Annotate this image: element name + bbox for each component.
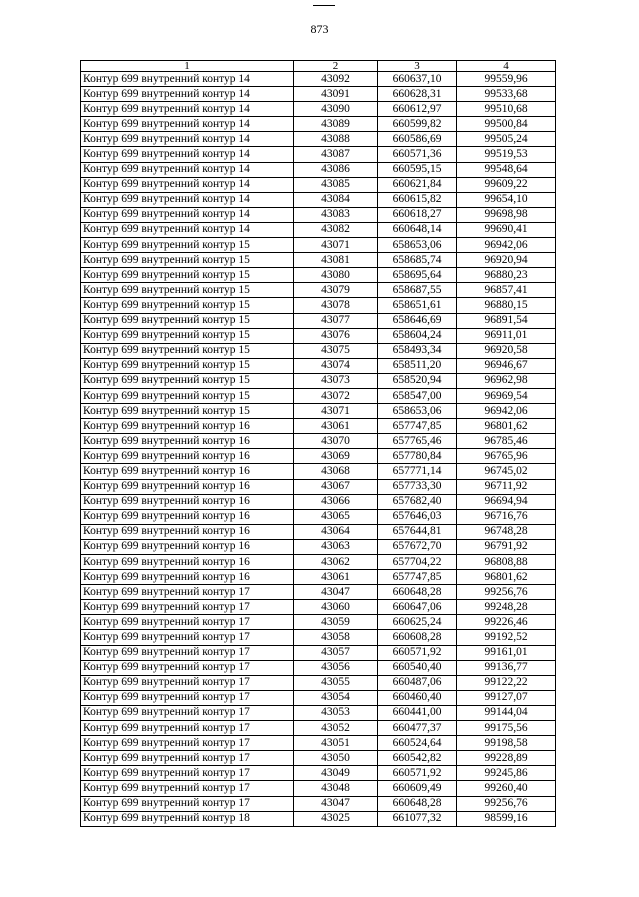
table-row (81, 102, 556, 117)
x-coordinate-cell: 657780,84 (378, 449, 457, 464)
table-row (81, 509, 556, 524)
y-coordinate-cell: 99256,76 (457, 585, 556, 600)
contour-name-cell: Контур 699 внутренний контур 15 (81, 268, 294, 283)
table-row (81, 570, 556, 585)
contour-name-cell: Контур 699 внутренний контур 16 (81, 434, 294, 449)
contour-name-cell: Контур 699 внутренний контур 15 (81, 328, 294, 343)
table-row (81, 585, 556, 600)
y-coordinate-cell: 99609,22 (457, 177, 556, 192)
x-coordinate-cell: 657646,03 (378, 509, 457, 524)
y-coordinate-cell: 96962,98 (457, 373, 556, 388)
point-number-cell: 43066 (294, 494, 378, 509)
x-coordinate-cell: 661077,32 (378, 811, 457, 826)
table-row (81, 222, 556, 237)
table-row (81, 781, 556, 796)
x-coordinate-cell: 660599,82 (378, 117, 457, 132)
contour-name-cell: Контур 699 внутренний контур 17 (81, 600, 294, 615)
contour-name-cell: Контур 699 внутренний контур 16 (81, 555, 294, 570)
point-number-cell: 43089 (294, 117, 378, 132)
point-number-cell: 43052 (294, 721, 378, 736)
x-coordinate-cell: 658653,06 (378, 238, 457, 253)
table-row (81, 373, 556, 388)
point-number-cell: 43083 (294, 207, 378, 222)
table-row (81, 298, 556, 313)
x-coordinate-cell: 660571,92 (378, 645, 457, 660)
y-coordinate-cell: 96808,88 (457, 555, 556, 570)
table-row (81, 464, 556, 479)
table-row (81, 796, 556, 811)
point-number-cell: 43084 (294, 192, 378, 207)
y-coordinate-cell: 96716,76 (457, 509, 556, 524)
table-row (81, 132, 556, 147)
y-coordinate-cell: 99260,40 (457, 781, 556, 796)
contour-name-cell: Контур 699 внутренний контур 15 (81, 404, 294, 419)
contour-name-cell: Контур 699 внутренний контур 16 (81, 419, 294, 434)
y-coordinate-cell: 96857,41 (457, 283, 556, 298)
y-coordinate-cell: 99144,04 (457, 705, 556, 720)
x-coordinate-cell: 660571,36 (378, 147, 457, 162)
point-number-cell: 43074 (294, 358, 378, 373)
table-body (81, 72, 556, 827)
table-row (81, 192, 556, 207)
contour-name-cell: Контур 699 внутренний контур 17 (81, 705, 294, 720)
y-coordinate-cell: 96711,92 (457, 479, 556, 494)
x-coordinate-cell: 660524,64 (378, 736, 457, 751)
x-coordinate-cell: 660615,82 (378, 192, 457, 207)
x-coordinate-cell: 660621,84 (378, 177, 457, 192)
contour-name-cell: Контур 699 внутренний контур 17 (81, 766, 294, 781)
table-row (81, 690, 556, 705)
y-coordinate-cell: 99192,52 (457, 630, 556, 645)
y-coordinate-cell: 96891,54 (457, 313, 556, 328)
x-coordinate-cell: 657765,46 (378, 434, 457, 449)
table-row (81, 615, 556, 630)
contour-name-cell: Контур 699 внутренний контур 16 (81, 570, 294, 585)
point-number-cell: 43086 (294, 162, 378, 177)
contour-name-cell: Контур 699 внутренний контур 17 (81, 721, 294, 736)
y-coordinate-cell: 96946,67 (457, 358, 556, 373)
table-row (81, 268, 556, 283)
point-number-cell: 43071 (294, 238, 378, 253)
y-coordinate-cell: 99510,68 (457, 102, 556, 117)
point-number-cell: 43049 (294, 766, 378, 781)
point-number-cell: 43062 (294, 555, 378, 570)
table-row (81, 87, 556, 102)
contour-name-cell: Контур 699 внутренний контур 17 (81, 736, 294, 751)
table-row (81, 675, 556, 690)
x-coordinate-cell: 660586,69 (378, 132, 457, 147)
point-number-cell: 43060 (294, 600, 378, 615)
point-number-cell: 43025 (294, 811, 378, 826)
y-coordinate-cell: 99654,10 (457, 192, 556, 207)
x-coordinate-cell: 658547,00 (378, 388, 457, 403)
contour-name-cell: Контур 699 внутренний контур 15 (81, 283, 294, 298)
y-coordinate-cell: 96920,58 (457, 343, 556, 358)
contour-name-cell: Контур 699 внутренний контур 16 (81, 464, 294, 479)
point-number-cell: 43057 (294, 645, 378, 660)
contour-name-cell: Контур 699 внутренний контур 14 (81, 132, 294, 147)
contour-name-cell: Контур 699 внутренний контур 17 (81, 615, 294, 630)
contour-name-cell: Контур 699 внутренний контур 14 (81, 192, 294, 207)
point-number-cell: 43071 (294, 404, 378, 419)
y-coordinate-cell: 96694,94 (457, 494, 556, 509)
point-number-cell: 43085 (294, 177, 378, 192)
x-coordinate-cell: 660487,06 (378, 675, 457, 690)
point-number-cell: 43065 (294, 509, 378, 524)
y-coordinate-cell: 99175,56 (457, 721, 556, 736)
x-coordinate-cell: 657771,14 (378, 464, 457, 479)
contour-name-cell: Контур 699 внутренний контур 17 (81, 796, 294, 811)
point-number-cell: 43063 (294, 539, 378, 554)
table-row (81, 207, 556, 222)
contour-name-cell: Контур 699 внутренний контур 17 (81, 585, 294, 600)
x-coordinate-cell: 660595,15 (378, 162, 457, 177)
contour-name-cell: Контур 699 внутренний контур 17 (81, 690, 294, 705)
point-number-cell: 43061 (294, 570, 378, 585)
x-coordinate-cell: 660637,10 (378, 72, 457, 87)
table-row (81, 72, 556, 87)
contour-name-cell: Контур 699 внутренний контур 15 (81, 358, 294, 373)
y-coordinate-cell: 99256,76 (457, 796, 556, 811)
x-coordinate-cell: 660460,40 (378, 690, 457, 705)
table-row (81, 600, 556, 615)
y-coordinate-cell: 99228,89 (457, 751, 556, 766)
x-coordinate-cell: 660571,92 (378, 766, 457, 781)
y-coordinate-cell: 99248,28 (457, 600, 556, 615)
x-coordinate-cell: 657682,40 (378, 494, 457, 509)
contour-name-cell: Контур 699 внутренний контур 17 (81, 781, 294, 796)
contour-name-cell: Контур 699 внутренний контур 14 (81, 117, 294, 132)
point-number-cell: 43075 (294, 343, 378, 358)
y-coordinate-cell: 99136,77 (457, 660, 556, 675)
contour-name-cell: Контур 699 внутренний контур 15 (81, 343, 294, 358)
point-number-cell: 43088 (294, 132, 378, 147)
x-coordinate-cell: 657733,30 (378, 479, 457, 494)
x-coordinate-cell: 660441,00 (378, 705, 457, 720)
contour-name-cell: Контур 699 внутренний контур 15 (81, 238, 294, 253)
contour-name-cell: Контур 699 внутренний контур 14 (81, 147, 294, 162)
x-coordinate-cell: 657644,81 (378, 524, 457, 539)
y-coordinate-cell: 96801,62 (457, 419, 556, 434)
contour-name-cell: Контур 699 внутренний контур 15 (81, 253, 294, 268)
y-coordinate-cell: 99690,41 (457, 222, 556, 237)
table-row (81, 358, 556, 373)
table-row (81, 419, 556, 434)
y-coordinate-cell: 99161,01 (457, 645, 556, 660)
y-coordinate-cell: 99505,24 (457, 132, 556, 147)
y-coordinate-cell: 96942,06 (457, 238, 556, 253)
table-row (81, 555, 556, 570)
coordinates-table (80, 60, 556, 827)
contour-name-cell: Контур 699 внутренний контур 16 (81, 494, 294, 509)
x-coordinate-cell: 658511,20 (378, 358, 457, 373)
contour-name-cell: Контур 699 внутренний контур 16 (81, 539, 294, 554)
table-header-row (81, 61, 556, 72)
point-number-cell: 43053 (294, 705, 378, 720)
table-row (81, 645, 556, 660)
point-number-cell: 43047 (294, 585, 378, 600)
table-row (81, 539, 556, 554)
y-coordinate-cell: 99500,84 (457, 117, 556, 132)
y-coordinate-cell: 96745,02 (457, 464, 556, 479)
table-row (81, 630, 556, 645)
x-coordinate-cell: 660612,97 (378, 102, 457, 117)
table-row (81, 404, 556, 419)
contour-name-cell: Контур 699 внутренний контур 16 (81, 449, 294, 464)
y-coordinate-cell: 99122,22 (457, 675, 556, 690)
point-number-cell: 43058 (294, 630, 378, 645)
contour-name-cell: Контур 699 внутренний контур 16 (81, 479, 294, 494)
x-coordinate-cell: 660609,49 (378, 781, 457, 796)
y-coordinate-cell: 96765,96 (457, 449, 556, 464)
x-coordinate-cell: 657747,85 (378, 419, 457, 434)
contour-name-cell: Контур 699 внутренний контур 14 (81, 162, 294, 177)
x-coordinate-cell: 657672,70 (378, 539, 457, 554)
point-number-cell: 43054 (294, 690, 378, 705)
y-coordinate-cell: 99198,58 (457, 736, 556, 751)
point-number-cell: 43078 (294, 298, 378, 313)
contour-name-cell: Контур 699 внутренний контур 15 (81, 388, 294, 403)
y-coordinate-cell: 96748,28 (457, 524, 556, 539)
table-row (81, 524, 556, 539)
table-row (81, 721, 556, 736)
column-header: 4 (457, 61, 556, 72)
point-number-cell: 43069 (294, 449, 378, 464)
y-coordinate-cell: 99548,64 (457, 162, 556, 177)
y-coordinate-cell: 98599,16 (457, 811, 556, 826)
table-row (81, 343, 556, 358)
table-row (81, 313, 556, 328)
x-coordinate-cell: 658520,94 (378, 373, 457, 388)
top-dash (313, 5, 335, 6)
contour-name-cell: Контур 699 внутренний контур 14 (81, 87, 294, 102)
y-coordinate-cell: 96880,15 (457, 298, 556, 313)
x-coordinate-cell: 657747,85 (378, 570, 457, 585)
point-number-cell: 43070 (294, 434, 378, 449)
page-number: 873 (310, 22, 329, 36)
y-coordinate-cell: 96880,23 (457, 268, 556, 283)
contour-name-cell: Контур 699 внутренний контур 17 (81, 630, 294, 645)
point-number-cell: 43072 (294, 388, 378, 403)
table-row (81, 117, 556, 132)
point-number-cell: 43050 (294, 751, 378, 766)
x-coordinate-cell: 660608,28 (378, 630, 457, 645)
table-row (81, 147, 556, 162)
table-row (81, 660, 556, 675)
table-row (81, 751, 556, 766)
point-number-cell: 43073 (294, 373, 378, 388)
table-row (81, 811, 556, 826)
contour-name-cell: Контур 699 внутренний контур 15 (81, 313, 294, 328)
point-number-cell: 43077 (294, 313, 378, 328)
table-row (81, 177, 556, 192)
y-coordinate-cell: 96791,92 (457, 539, 556, 554)
contour-name-cell: Контур 699 внутренний контур 14 (81, 222, 294, 237)
table-row (81, 162, 556, 177)
x-coordinate-cell: 658646,69 (378, 313, 457, 328)
point-number-cell: 43064 (294, 524, 378, 539)
table-row (81, 449, 556, 464)
contour-name-cell: Контур 699 внутренний контур 17 (81, 751, 294, 766)
point-number-cell: 43079 (294, 283, 378, 298)
x-coordinate-cell: 660648,28 (378, 796, 457, 811)
table-row (81, 736, 556, 751)
x-coordinate-cell: 660477,37 (378, 721, 457, 736)
point-number-cell: 43059 (294, 615, 378, 630)
y-coordinate-cell: 96801,62 (457, 570, 556, 585)
point-number-cell: 43080 (294, 268, 378, 283)
y-coordinate-cell: 96969,54 (457, 388, 556, 403)
point-number-cell: 43081 (294, 253, 378, 268)
contour-name-cell: Контур 699 внутренний контур 16 (81, 509, 294, 524)
table-row (81, 238, 556, 253)
point-number-cell: 43061 (294, 419, 378, 434)
table-row (81, 388, 556, 403)
x-coordinate-cell: 658687,55 (378, 283, 457, 298)
x-coordinate-cell: 658653,06 (378, 404, 457, 419)
y-coordinate-cell: 99245,86 (457, 766, 556, 781)
y-coordinate-cell: 96920,94 (457, 253, 556, 268)
contour-name-cell: Контур 699 внутренний контур 16 (81, 524, 294, 539)
table-row (81, 253, 556, 268)
y-coordinate-cell: 99127,07 (457, 690, 556, 705)
column-header: 1 (81, 61, 294, 72)
column-header: 2 (294, 61, 378, 72)
point-number-cell: 43091 (294, 87, 378, 102)
table-row (81, 494, 556, 509)
table-row (81, 283, 556, 298)
x-coordinate-cell: 658604,24 (378, 328, 457, 343)
contour-name-cell: Контур 699 внутренний контур 18 (81, 811, 294, 826)
point-number-cell: 43082 (294, 222, 378, 237)
x-coordinate-cell: 658493,34 (378, 343, 457, 358)
y-coordinate-cell: 99226,46 (457, 615, 556, 630)
x-coordinate-cell: 657704,22 (378, 555, 457, 570)
x-coordinate-cell: 660647,06 (378, 600, 457, 615)
table-row (81, 328, 556, 343)
point-number-cell: 43068 (294, 464, 378, 479)
y-coordinate-cell: 96785,46 (457, 434, 556, 449)
y-coordinate-cell: 96911,01 (457, 328, 556, 343)
contour-name-cell: Контур 699 внутренний контур 14 (81, 72, 294, 87)
point-number-cell: 43090 (294, 102, 378, 117)
x-coordinate-cell: 660648,14 (378, 222, 457, 237)
table-row (81, 705, 556, 720)
point-number-cell: 43076 (294, 328, 378, 343)
table-row (81, 766, 556, 781)
contour-name-cell: Контур 699 внутренний контур 15 (81, 298, 294, 313)
y-coordinate-cell: 99559,96 (457, 72, 556, 87)
point-number-cell: 43055 (294, 675, 378, 690)
contour-name-cell: Контур 699 внутренний контур 14 (81, 177, 294, 192)
contour-name-cell: Контур 699 внутренний контур 17 (81, 675, 294, 690)
x-coordinate-cell: 660628,31 (378, 87, 457, 102)
y-coordinate-cell: 99533,68 (457, 87, 556, 102)
x-coordinate-cell: 660542,82 (378, 751, 457, 766)
x-coordinate-cell: 660540,40 (378, 660, 457, 675)
contour-name-cell: Контур 699 внутренний контур 15 (81, 373, 294, 388)
y-coordinate-cell: 96942,06 (457, 404, 556, 419)
table-row (81, 479, 556, 494)
x-coordinate-cell: 658651,61 (378, 298, 457, 313)
contour-name-cell: Контур 699 внутренний контур 17 (81, 660, 294, 675)
column-header: 3 (378, 61, 457, 72)
table-row (81, 434, 556, 449)
point-number-cell: 43047 (294, 796, 378, 811)
y-coordinate-cell: 99698,98 (457, 207, 556, 222)
contour-name-cell: Контур 699 внутренний контур 17 (81, 645, 294, 660)
contour-name-cell: Контур 699 внутренний контур 14 (81, 207, 294, 222)
point-number-cell: 43087 (294, 147, 378, 162)
x-coordinate-cell: 660625,24 (378, 615, 457, 630)
y-coordinate-cell: 99519,53 (457, 147, 556, 162)
point-number-cell: 43056 (294, 660, 378, 675)
point-number-cell: 43051 (294, 736, 378, 751)
x-coordinate-cell: 658695,64 (378, 268, 457, 283)
x-coordinate-cell: 660648,28 (378, 585, 457, 600)
x-coordinate-cell: 658685,74 (378, 253, 457, 268)
point-number-cell: 43048 (294, 781, 378, 796)
point-number-cell: 43092 (294, 72, 378, 87)
x-coordinate-cell: 660618,27 (378, 207, 457, 222)
point-number-cell: 43067 (294, 479, 378, 494)
contour-name-cell: Контур 699 внутренний контур 14 (81, 102, 294, 117)
